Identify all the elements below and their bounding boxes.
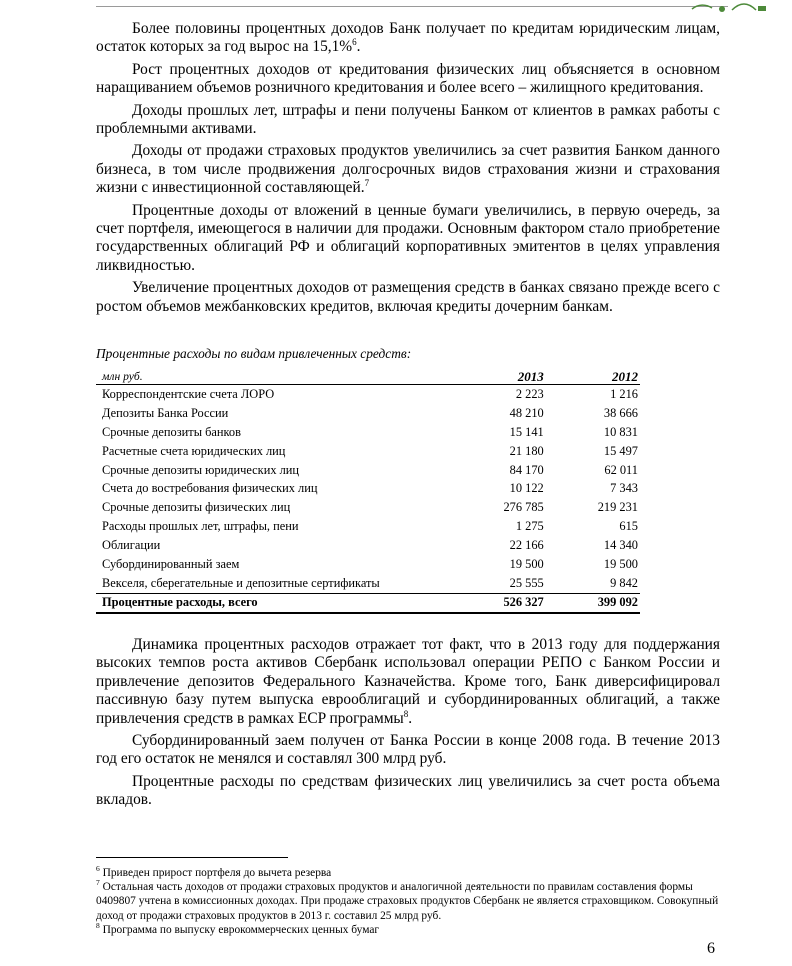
page-number: 6 bbox=[707, 940, 715, 957]
value-2013: 21 180 bbox=[509, 443, 544, 458]
row-label: Облигации bbox=[102, 538, 161, 553]
table-row bbox=[96, 423, 640, 442]
value-2012: 399 092 bbox=[546, 593, 640, 613]
table-row bbox=[96, 574, 640, 593]
value-2012: 38 666 bbox=[603, 405, 638, 420]
paragraph: Процентные расходы по средствам физических лиц увеличились за счет роста объема вкладов. bbox=[96, 772, 720, 809]
sberbank-logo-icon bbox=[688, 0, 768, 14]
table-row bbox=[96, 442, 640, 461]
footnote bbox=[96, 923, 724, 937]
table-row bbox=[96, 498, 640, 517]
footnote-separator bbox=[96, 857, 288, 858]
footnote-text: Остальная часть доходов от продажи страховых продуктов и аналогичной деятельности по правилам составления формы 0409807 учтена в комиссионных доходах. При продаже страховых продуктов Сбербанк не является страховщиком. Совокупный доход от продажи страховых продуктов в 2013 г. составил 25 млрд руб. bbox=[96, 881, 719, 922]
footnote-number: 8 bbox=[96, 921, 100, 931]
table-row bbox=[96, 385, 640, 404]
row-label: Расходы прошлых лет, штрафы, пени bbox=[102, 519, 299, 534]
value-2013: 526 327 bbox=[453, 593, 545, 613]
value-2012: 9 842 bbox=[610, 575, 638, 590]
value-2013: 25 555 bbox=[509, 575, 544, 590]
value-2012: 14 340 bbox=[603, 538, 638, 553]
paragraph-tail: . bbox=[356, 38, 361, 56]
value-2012: 219 231 bbox=[597, 500, 638, 515]
table-caption: Процентные расходы по видам привлеченных средств: bbox=[96, 346, 412, 362]
paragraph-text: Более половины процентных доходов Банк получает по кредитам юридическим лицам, остаток которых за год вырос на 15,1% bbox=[96, 20, 720, 56]
footnotes bbox=[96, 866, 724, 937]
row-label: Срочные депозиты юридических лиц bbox=[102, 462, 300, 477]
interest-expense-table bbox=[96, 369, 640, 614]
value-2012: 19 500 bbox=[603, 557, 638, 572]
table-header-row bbox=[96, 369, 640, 385]
value-2012: 10 831 bbox=[603, 424, 638, 439]
row-label: Расчетные счета юридических лиц bbox=[102, 443, 286, 458]
footnote-number: 7 bbox=[96, 878, 100, 888]
top-paragraphs bbox=[96, 20, 720, 316]
header-rule bbox=[96, 6, 728, 7]
paragraph-tail: . bbox=[408, 709, 413, 727]
table-row bbox=[96, 517, 640, 536]
paragraph: Субординированный заем получен от Банка России в конце 2008 года. В течение 2013 год его остаток не менялся и составлял 300 млрд руб. bbox=[96, 731, 720, 768]
footnote bbox=[96, 866, 724, 880]
value-2012: 7 343 bbox=[610, 481, 638, 496]
paragraph bbox=[96, 20, 720, 57]
footnote-ref: 7 bbox=[364, 178, 370, 189]
paragraph: Рост процентных доходов от кредитования физических лиц объясняется в основном наращиванием объемов розничного кредитования и более всего – жилищного кредитования. bbox=[96, 60, 720, 97]
row-label: Корреспондентские счета ЛОРО bbox=[102, 387, 275, 402]
paragraph bbox=[96, 142, 720, 197]
footnote-text: Программа по выпуску еврокоммерческих ценных бумаг bbox=[102, 923, 380, 936]
paragraph: Увеличение процентных доходов от размещения средств в банках связано прежде всего с ростом объемов межбанковских кредитов, включая кредиты дочерним банкам. bbox=[96, 279, 720, 315]
table-total-row bbox=[96, 593, 640, 613]
unit-label: млн руб. bbox=[96, 369, 453, 385]
paragraph-text: Доходы от продажи страховых продуктов увеличились за счет развития Банком данного бизнеса, в том числе продвижения долгосрочных видов страхования жизни и страхования жизни с инвестиционной составляющей. bbox=[96, 142, 720, 197]
value-2013: 2 223 bbox=[515, 387, 544, 402]
value-2012: 15 497 bbox=[603, 443, 638, 458]
value-2013: 84 170 bbox=[509, 462, 544, 477]
document-page bbox=[96, 20, 720, 814]
paragraph bbox=[96, 636, 720, 728]
footnote-ref: 8 bbox=[403, 708, 409, 719]
column-header-2013: 2013 bbox=[453, 369, 545, 385]
footnote-number: 6 bbox=[96, 864, 100, 874]
value-2013: 1 275 bbox=[515, 519, 544, 534]
row-label: Срочные депозиты физических лиц bbox=[102, 500, 291, 515]
value-2013: 48 210 bbox=[509, 405, 544, 420]
value-2013: 22 166 bbox=[509, 538, 544, 553]
table-row bbox=[96, 480, 640, 499]
row-label: Векселя, сберегательные и депозитные сертификаты bbox=[102, 575, 380, 590]
row-label: Срочные депозиты банков bbox=[102, 424, 241, 439]
value-2013: 19 500 bbox=[509, 557, 544, 572]
value-2013: 10 122 bbox=[509, 481, 544, 496]
value-2012: 1 216 bbox=[610, 387, 638, 402]
footnote-ref: 6 bbox=[352, 37, 357, 48]
value-2012: 62 011 bbox=[604, 462, 638, 477]
value-2012: 615 bbox=[619, 519, 638, 534]
table-row bbox=[96, 536, 640, 555]
paragraph: Процентные доходы от вложений в ценные бумаги увеличились, в первую очередь, за счет портфеля, имеющегося в наличии для продажи. Основным фактором стало приобретение государственных облигаций РФ и облигаций корпоративных эмитентов в целях управления ликвидностью. bbox=[96, 201, 720, 274]
value-2013: 276 785 bbox=[503, 500, 544, 515]
table-row bbox=[96, 555, 640, 574]
table-row bbox=[96, 404, 640, 423]
row-label: Депозиты Банка России bbox=[102, 405, 229, 420]
footnote-text: Приведен прирост портфеля до вычета резерва bbox=[102, 867, 332, 879]
paragraph: Доходы прошлых лет, штрафы и пени получены Банком от клиентов в рамках работы с проблемными активами. bbox=[96, 101, 720, 138]
column-header-2012: 2012 bbox=[546, 369, 640, 385]
row-label: Субординированный заем bbox=[102, 557, 240, 572]
row-label: Процентные расходы, всего bbox=[96, 593, 453, 613]
paragraph-text: Динамика процентных расходов отражает тот факт, что в 2013 году для поддержания высоких темпов роста активов Сбербанк использовал операции РЕПО с Банком России и привлечение депозитов Федерального Казначейства. Кроме того, Банк диверсифицировал пассивную базу путем выпуска еврооблигаций и субординированных облигаций, а также привлечения средств в рамках ECP программы bbox=[96, 635, 720, 727]
bottom-paragraphs bbox=[96, 636, 720, 810]
value-2013: 15 141 bbox=[509, 424, 544, 439]
footnote bbox=[96, 880, 724, 923]
row-label: Счета до востребования физических лиц bbox=[102, 481, 318, 496]
table-row bbox=[96, 461, 640, 480]
